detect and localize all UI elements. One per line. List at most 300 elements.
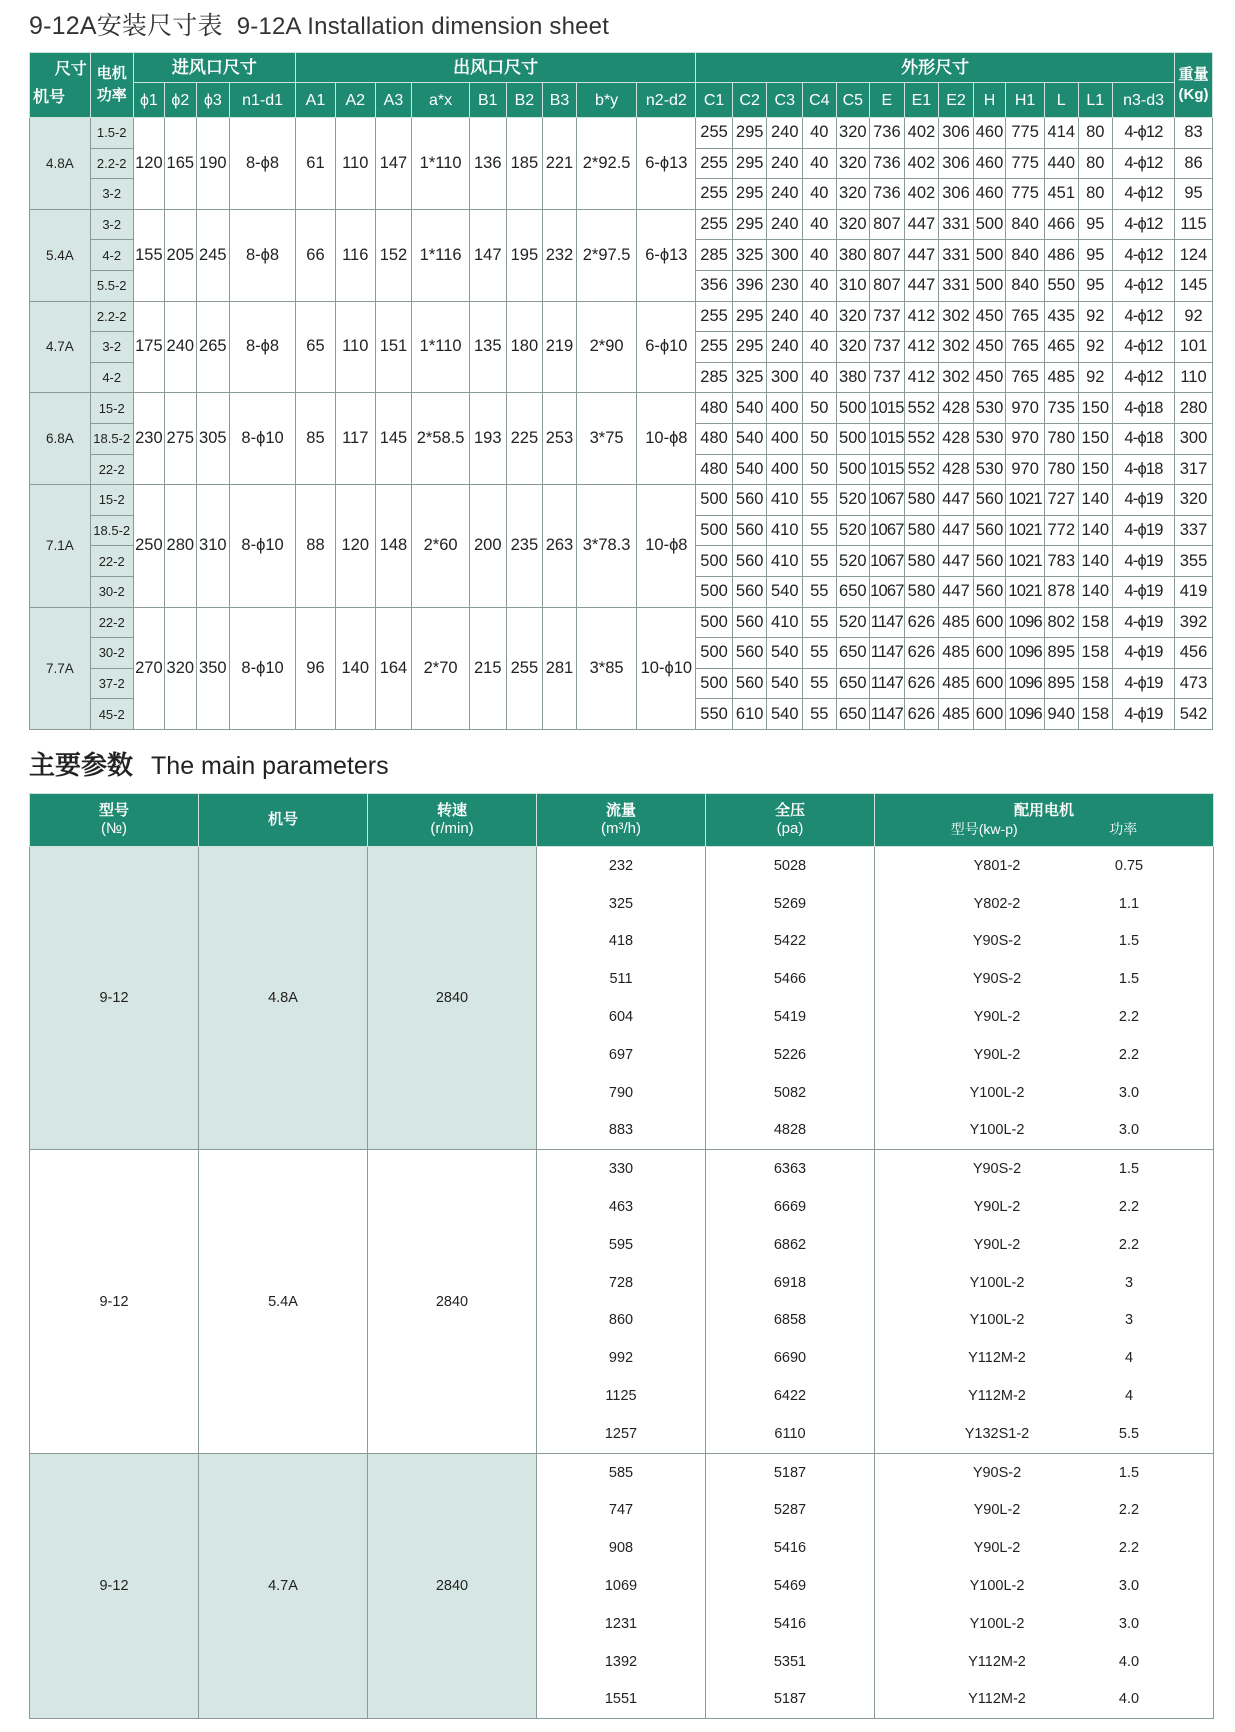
flow-value: 728	[537, 1264, 706, 1302]
outline-value: 4-ϕ19	[1113, 638, 1175, 669]
outline-value: 650	[836, 668, 870, 699]
flow-value: 992	[537, 1339, 706, 1377]
outline-value: 1147	[870, 699, 905, 730]
outline-value: 552	[904, 454, 939, 485]
motor-power: 30-2	[90, 638, 133, 669]
outline-value: 610	[732, 699, 767, 730]
pressure-value: 5269	[706, 885, 875, 923]
dimension-row	[30, 209, 1213, 240]
outline-value: 92	[1078, 362, 1113, 393]
outlet-value: 140	[335, 607, 375, 729]
outline-value: 435	[1044, 301, 1078, 332]
outline-value: 295	[732, 301, 767, 332]
outlet-value: 116	[335, 209, 375, 301]
parameter-group	[30, 847, 1214, 1150]
outline-value: 780	[1044, 423, 1078, 454]
outline-value: 807	[870, 240, 905, 271]
outline-value: 550	[1044, 270, 1078, 301]
machine-number: 4.7A	[30, 301, 91, 393]
weight-value: 473	[1175, 668, 1213, 699]
outline-value: 500	[973, 240, 1005, 271]
outline-value: 895	[1044, 668, 1078, 699]
weight-value: 542	[1175, 699, 1213, 730]
motor-power: 3	[1124, 1274, 1134, 1291]
pressure-value: 5187	[706, 1681, 875, 1719]
outline-value: 450	[973, 362, 1005, 393]
outline-value: 4-ϕ19	[1113, 607, 1175, 638]
outline-value: 447	[939, 576, 974, 607]
outlet-value: 1*116	[412, 209, 470, 301]
outline-value: 540	[732, 393, 767, 424]
outline-value: 600	[973, 607, 1005, 638]
pressure-value: 5422	[706, 923, 875, 961]
outline-value: 320	[836, 332, 870, 363]
outline-value: 552	[904, 393, 939, 424]
flow-value: 330	[537, 1150, 706, 1188]
motor-cell	[875, 1339, 1214, 1377]
motor-power: 4-2	[90, 362, 133, 393]
outline-value: 600	[973, 638, 1005, 669]
outline-value: 320	[836, 179, 870, 210]
outline-value: 4-ϕ18	[1113, 454, 1175, 485]
outline-value: 4-ϕ12	[1113, 240, 1175, 271]
outlet-value: 65	[296, 301, 336, 393]
weight-value: 456	[1175, 638, 1213, 669]
column-header: E	[870, 83, 905, 118]
parameters-title	[29, 745, 389, 782]
flow-value: 232	[537, 847, 706, 885]
pressure-value: 6110	[706, 1415, 875, 1453]
outline-value: 727	[1044, 485, 1078, 516]
outline-value: 240	[767, 118, 803, 149]
outline-value: 55	[803, 515, 837, 546]
motor-power: 4.0	[1118, 1653, 1140, 1670]
motor-power: 1.5	[1118, 1161, 1140, 1178]
motor-model: Y100L-2	[969, 1084, 1025, 1101]
outline-value: 412	[904, 332, 939, 363]
inlet-value: 240	[165, 301, 196, 393]
outlet-value: 85	[296, 393, 336, 485]
motor-power: 2.2-2	[90, 148, 133, 179]
pressure-value: 6690	[706, 1339, 875, 1377]
outline-value: 1021	[1006, 515, 1045, 546]
motor-power: 3.0	[1118, 1578, 1140, 1595]
outlet-value: 10-ϕ8	[637, 393, 696, 485]
outlet-value: 10-ϕ8	[637, 485, 696, 607]
flow-value: 604	[537, 998, 706, 1036]
machine-number: 7.7A	[30, 607, 91, 729]
param-machine: 4.7A	[199, 1453, 368, 1719]
outline-value: 295	[732, 209, 767, 240]
flow-header-sub: (m³/h)	[601, 820, 641, 837]
outline-value: 807	[870, 209, 905, 240]
motor-cell	[875, 1188, 1214, 1226]
outline-value: 55	[803, 699, 837, 730]
outline-value: 500	[696, 668, 733, 699]
outline-value: 500	[696, 485, 733, 516]
motor-power: 2.2-2	[90, 301, 133, 332]
flow-value: 883	[537, 1112, 706, 1150]
motor-model: Y90L-2	[973, 1009, 1021, 1026]
outline-value: 55	[803, 607, 837, 638]
weight-value: 300	[1175, 423, 1213, 454]
motor-power: 3-2	[90, 179, 133, 210]
outline-value: 451	[1044, 179, 1078, 210]
flow-value: 860	[537, 1302, 706, 1340]
motor-model: Y100L-2	[969, 1274, 1025, 1291]
motor-power: 22-2	[90, 546, 133, 577]
outline-value: 1021	[1006, 485, 1045, 516]
outline-value: 331	[939, 240, 974, 271]
column-header: B1	[469, 83, 506, 118]
outline-value: 150	[1078, 393, 1113, 424]
motor-model: Y100L-2	[969, 1312, 1025, 1329]
outline-value: 1015	[870, 393, 905, 424]
outline-value: 735	[1044, 393, 1078, 424]
outline-value: 765	[1006, 332, 1045, 363]
dimension-table-body	[30, 118, 1213, 730]
column-header: L1	[1078, 83, 1113, 118]
title2-cn: 主要参数	[29, 750, 134, 780]
outline-value: 255	[696, 148, 733, 179]
pressure-value: 5351	[706, 1643, 875, 1681]
column-header: ϕ2	[165, 83, 196, 118]
column-header: n1-d1	[230, 83, 296, 118]
motor-model: Y132S1-2	[964, 1425, 1030, 1442]
outline-value: 140	[1078, 485, 1113, 516]
flow-header	[537, 794, 706, 847]
flow-value: 1069	[537, 1567, 706, 1605]
outline-value: 40	[803, 362, 837, 393]
weight-value: 317	[1175, 454, 1213, 485]
outline-value: 1096	[1006, 607, 1045, 638]
outline-value: 4-ϕ12	[1113, 301, 1175, 332]
motor-power: 2.2	[1118, 1199, 1140, 1216]
motor-power: 0.75	[1114, 857, 1144, 874]
outline-value: 626	[904, 668, 939, 699]
flow-value: 1551	[537, 1681, 706, 1719]
outline-value: 40	[803, 148, 837, 179]
outlet-value: 2*60	[412, 485, 470, 607]
weight-value: 280	[1175, 393, 1213, 424]
parameter-group	[30, 1150, 1214, 1453]
flow-value: 1231	[537, 1605, 706, 1643]
outline-value: 840	[1006, 209, 1045, 240]
outline-value: 412	[904, 362, 939, 393]
outline-value: 802	[1044, 607, 1078, 638]
outline-value: 320	[836, 209, 870, 240]
motor-model: Y112M-2	[968, 1350, 1026, 1367]
outline-value: 1067	[870, 515, 905, 546]
motor-cell	[875, 1415, 1214, 1453]
outline-value: 736	[870, 118, 905, 149]
flow-value: 418	[537, 923, 706, 961]
outline-value: 40	[803, 179, 837, 210]
outlet-value: 145	[375, 393, 412, 485]
outline-value: 50	[803, 393, 837, 424]
column-header: A2	[335, 83, 375, 118]
outline-value: 400	[767, 423, 803, 454]
column-header: B3	[543, 83, 577, 118]
motor-cell	[875, 1529, 1214, 1567]
outline-value: 414	[1044, 118, 1078, 149]
weight-value: 419	[1175, 576, 1213, 607]
outline-value: 285	[696, 240, 733, 271]
column-header: B2	[506, 83, 543, 118]
outline-value: 55	[803, 546, 837, 577]
parameters-table	[29, 793, 1214, 1719]
motor-model: Y90S-2	[972, 1464, 1022, 1481]
inlet-value: 310	[196, 485, 230, 607]
outline-value: 500	[973, 270, 1005, 301]
outline-value: 50	[803, 454, 837, 485]
outline-value: 140	[1078, 546, 1113, 577]
outline-value: 550	[696, 699, 733, 730]
motor-power: 3.0	[1118, 1122, 1140, 1139]
outline-value: 412	[904, 301, 939, 332]
outlet-value: 3*85	[576, 607, 637, 729]
outline-value: 560	[732, 668, 767, 699]
motor-cell	[875, 1150, 1214, 1188]
param-machine: 4.8A	[199, 847, 368, 1150]
outlet-value: 1*110	[412, 301, 470, 393]
outlet-value: 219	[543, 301, 577, 393]
motor-power: 2.2	[1118, 1502, 1140, 1519]
outline-value: 765	[1006, 301, 1045, 332]
weight-value: 355	[1175, 546, 1213, 577]
inlet-value: 205	[165, 209, 196, 301]
outlet-value: 2*97.5	[576, 209, 637, 301]
motor-model: Y90S-2	[972, 1161, 1022, 1178]
motor-power: 5.5-2	[90, 270, 133, 301]
flow-value: 595	[537, 1226, 706, 1264]
motor-cell	[875, 1112, 1214, 1150]
motor-power: 1.5	[1118, 971, 1140, 988]
outline-value: 737	[870, 332, 905, 363]
outline-value: 480	[696, 393, 733, 424]
outline-value: 500	[696, 515, 733, 546]
outline-value: 55	[803, 576, 837, 607]
outline-value: 500	[836, 393, 870, 424]
outline-value: 737	[870, 362, 905, 393]
outline-value: 140	[1078, 576, 1113, 607]
outline-value: 736	[870, 148, 905, 179]
motor-power: 5.5	[1118, 1425, 1140, 1442]
pressure-value: 5469	[706, 1567, 875, 1605]
outline-value: 80	[1078, 179, 1113, 210]
outlet-header: 出风口尺寸	[296, 53, 696, 83]
outline-value: 560	[732, 576, 767, 607]
outline-value: 970	[1006, 454, 1045, 485]
motor-power: 4	[1124, 1388, 1134, 1405]
outline-value: 92	[1078, 301, 1113, 332]
inlet-value: 265	[196, 301, 230, 393]
outline-value: 320	[836, 301, 870, 332]
outline-value: 447	[939, 546, 974, 577]
outline-value: 560	[973, 485, 1005, 516]
motor-model: Y90L-2	[973, 1540, 1021, 1557]
outline-value: 4-ϕ18	[1113, 423, 1175, 454]
parameter-group	[30, 1453, 1214, 1719]
outline-value: 40	[803, 209, 837, 240]
outline-value: 626	[904, 607, 939, 638]
column-header: n3-d3	[1113, 83, 1175, 118]
outline-value: 650	[836, 576, 870, 607]
outlet-value: 88	[296, 485, 336, 607]
outlet-value: 3*78.3	[576, 485, 637, 607]
inlet-value: 320	[165, 607, 196, 729]
outline-value: 92	[1078, 332, 1113, 363]
outline-value: 158	[1078, 638, 1113, 669]
outline-value: 765	[1006, 362, 1045, 393]
flow-value: 511	[537, 960, 706, 998]
motor-model: Y90L-2	[973, 1199, 1021, 1216]
pressure-value: 5466	[706, 960, 875, 998]
motor-power: 3	[1124, 1312, 1134, 1329]
motor-power: 3-2	[90, 209, 133, 240]
param-speed: 2840	[368, 1150, 537, 1453]
inlet-value: 8-ϕ8	[230, 301, 296, 393]
outline-value: 285	[696, 362, 733, 393]
outline-value: 560	[732, 546, 767, 577]
machine-label: 机号	[33, 89, 66, 106]
model-header-sub: (№)	[100, 820, 128, 837]
weight-value: 337	[1175, 515, 1213, 546]
pressure-header	[706, 794, 875, 847]
weight-value: 101	[1175, 332, 1213, 363]
outlet-value: 147	[469, 209, 506, 301]
outline-value: 1147	[870, 607, 905, 638]
outline-value: 40	[803, 270, 837, 301]
motor-power: 2.2	[1118, 1540, 1140, 1557]
flow-value: 697	[537, 1036, 706, 1074]
outline-value: 1096	[1006, 668, 1045, 699]
motor-power: 1.5-2	[90, 118, 133, 149]
column-header: C3	[767, 83, 803, 118]
pressure-value: 6858	[706, 1302, 875, 1340]
outline-value: 295	[732, 148, 767, 179]
outlet-value: 2*70	[412, 607, 470, 729]
outline-value: 772	[1044, 515, 1078, 546]
outline-value: 540	[732, 423, 767, 454]
outlet-value: 2*58.5	[412, 393, 470, 485]
speed-header-sub: (r/min)	[430, 820, 474, 837]
param-machine: 5.4A	[199, 1150, 368, 1453]
outline-value: 331	[939, 209, 974, 240]
outline-value: 1021	[1006, 576, 1045, 607]
outline-value: 450	[973, 301, 1005, 332]
outline-value: 4-ϕ19	[1113, 515, 1175, 546]
outline-value: 380	[836, 362, 870, 393]
outlet-value: 195	[506, 209, 543, 301]
outlet-value: 66	[296, 209, 336, 301]
column-header: b*y	[576, 83, 637, 118]
flow-value: 463	[537, 1188, 706, 1226]
column-header: C4	[803, 83, 837, 118]
outline-value: 780	[1044, 454, 1078, 485]
outline-value: 500	[696, 638, 733, 669]
outline-value: 1015	[870, 423, 905, 454]
outline-value: 410	[767, 515, 803, 546]
outline-value: 40	[803, 240, 837, 271]
outline-value: 460	[973, 118, 1005, 149]
outline-value: 486	[1044, 240, 1078, 271]
outline-value: 396	[732, 270, 767, 301]
outlet-value: 3*75	[576, 393, 637, 485]
motor-power: 1.5	[1118, 1464, 1140, 1481]
motor-power: 15-2	[90, 393, 133, 424]
motor-cell	[875, 1492, 1214, 1530]
motor-power: 15-2	[90, 485, 133, 516]
motor-model: Y100L-2	[969, 1615, 1025, 1632]
outline-value: 150	[1078, 423, 1113, 454]
outlet-value: 281	[543, 607, 577, 729]
outline-value: 1147	[870, 668, 905, 699]
outlet-value: 221	[543, 118, 577, 210]
column-header: L	[1044, 83, 1078, 118]
weight-header: 重量(Kg)	[1175, 53, 1213, 118]
outline-value: 530	[973, 393, 1005, 424]
outline-value: 1147	[870, 638, 905, 669]
outlet-value: 148	[375, 485, 412, 607]
motor-cell	[875, 1605, 1214, 1643]
outline-value: 878	[1044, 576, 1078, 607]
outline-value: 4-ϕ12	[1113, 209, 1175, 240]
outline-value: 302	[939, 301, 974, 332]
machine-number: 4.8A	[30, 118, 91, 210]
outlet-value: 185	[506, 118, 543, 210]
outline-value: 295	[732, 179, 767, 210]
outline-value: 840	[1006, 270, 1045, 301]
outline-header: 外形尺寸	[696, 53, 1175, 83]
machine-number: 6.8A	[30, 393, 91, 485]
flow-value: 585	[537, 1453, 706, 1491]
outline-value: 80	[1078, 148, 1113, 179]
motor-cell	[875, 1643, 1214, 1681]
param-model: 9-12	[30, 1453, 199, 1719]
dimension-row	[30, 393, 1213, 424]
weight-value: 83	[1175, 118, 1213, 149]
outline-value: 325	[732, 240, 767, 271]
outline-value: 95	[1078, 240, 1113, 271]
inlet-value: 8-ϕ10	[230, 393, 296, 485]
weight-value: 145	[1175, 270, 1213, 301]
outline-value: 600	[973, 699, 1005, 730]
motor-power: 4	[1124, 1350, 1134, 1367]
weight-value: 392	[1175, 607, 1213, 638]
flow-value: 325	[537, 885, 706, 923]
parameter-row	[30, 1150, 1214, 1188]
outline-value: 4-ϕ19	[1113, 546, 1175, 577]
pressure-value: 5416	[706, 1529, 875, 1567]
column-header: E1	[904, 83, 939, 118]
outlet-value: 200	[469, 485, 506, 607]
outline-value: 331	[939, 270, 974, 301]
dimension-row	[30, 301, 1213, 332]
outline-value: 540	[732, 454, 767, 485]
motor-cell	[875, 1377, 1214, 1415]
outline-value: 320	[836, 148, 870, 179]
outline-value: 1096	[1006, 638, 1045, 669]
outline-value: 4-ϕ12	[1113, 118, 1175, 149]
column-header: ϕ3	[196, 83, 230, 118]
outline-value: 485	[939, 607, 974, 638]
outline-value: 302	[939, 332, 974, 363]
outlet-value: 263	[543, 485, 577, 607]
outline-value: 440	[1044, 148, 1078, 179]
outline-value: 775	[1006, 118, 1045, 149]
outline-value: 940	[1044, 699, 1078, 730]
